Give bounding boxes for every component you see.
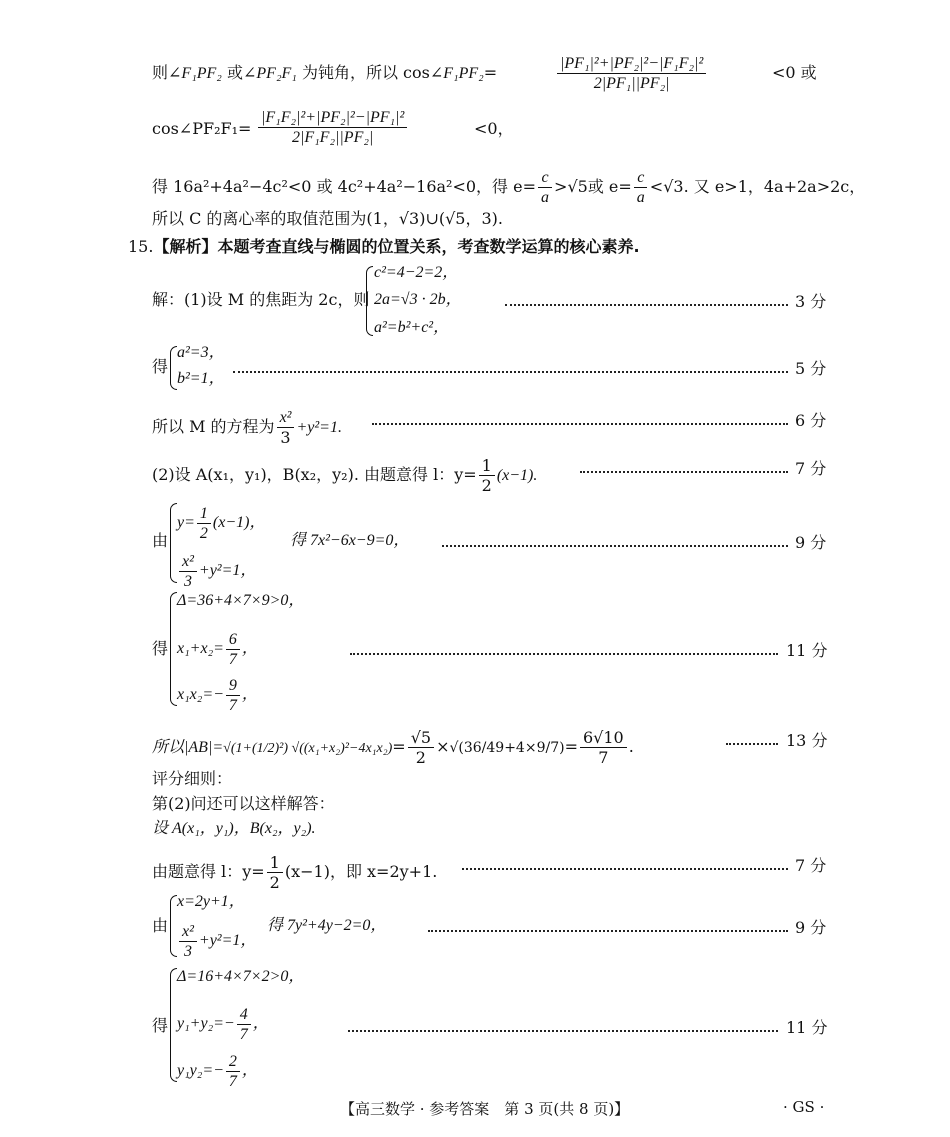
fraction-c-a <box>538 168 552 207</box>
eccentricity-range: 所以 C 的离心率的取值范围为(1，√3)∪(√5，3). <box>152 209 503 228</box>
numerator: |F₁F₂|²+|PF₂|²−|PF₁|² <box>258 108 407 128</box>
denominator: a <box>636 189 645 206</box>
brace <box>170 592 177 706</box>
brace <box>170 503 177 583</box>
text: 得 <box>152 1016 169 1035</box>
fraction-9-7 <box>226 676 240 715</box>
text: 得 16a²+4a²−4c²<0 或 4c²+4a²−16a²<0，得 e= <box>152 177 537 196</box>
text: 由题意得 l：y= <box>152 862 265 881</box>
numerator: |PF₁|²+|PF₂|²−|F₁F₂|² <box>557 54 706 74</box>
text: y₁+y₂=− <box>177 1015 235 1033</box>
text: >√5或 e= <box>554 177 632 196</box>
text: 所以 M 的方程为 <box>152 417 275 436</box>
denominator: 2 <box>269 873 280 892</box>
dot-leader <box>442 545 788 547</box>
text: × <box>436 737 450 756</box>
alt-line-l <box>152 853 437 892</box>
numerator: 1 <box>479 456 495 476</box>
text: 则∠ <box>152 63 182 82</box>
brace <box>170 346 177 390</box>
dot-leader <box>350 653 778 655</box>
numerator: 6 <box>226 630 240 650</box>
denominator: a <box>541 189 550 206</box>
text: 得 <box>152 639 169 658</box>
dot-leader <box>428 930 788 932</box>
equation: 得 7x²−6x−9=0， <box>290 532 410 549</box>
equation <box>177 552 256 591</box>
equation: y₁+y₂=− $\frac{4}{7}$ ， <box>177 1006 269 1043</box>
denominator: 7 <box>239 1026 248 1043</box>
text: 设 A(x₁，y₁)，B(x₂，y₂). <box>152 820 316 837</box>
numerator: 6√10 <box>580 728 627 748</box>
text: <√3. 又 e>1，4a+2a>2c， <box>649 177 866 196</box>
text: x₁+x₂= <box>177 640 224 658</box>
brace <box>170 895 177 957</box>
q15-header <box>128 236 640 258</box>
text: y₁y₂=− <box>177 1062 224 1080</box>
fraction-c-a <box>634 168 648 207</box>
text: 由 <box>152 531 169 550</box>
numerator: 9 <box>226 676 240 696</box>
equation <box>177 922 256 961</box>
text: +y²=1. <box>296 419 342 436</box>
footer-code: · GS · <box>783 1098 825 1116</box>
equation: x=2y+1， <box>177 893 245 910</box>
equation: y= $\frac{1}{2}$ (x−1)， <box>177 505 266 542</box>
dot-leader <box>580 471 788 473</box>
analysis-tag: 【解析】 <box>153 237 218 256</box>
numerator: c <box>538 168 551 188</box>
sqrt-expression: √(36/49+4×9/7) <box>449 740 565 756</box>
fraction-6-7 <box>226 630 240 669</box>
analysis-title: 本题考查直线与椭圆的位置关系，考查数学运算的核心素养. <box>217 237 640 256</box>
fraction-2-7 <box>226 1052 240 1091</box>
fraction-cos2 <box>258 108 407 147</box>
score: 13 分 <box>786 731 828 750</box>
equation: 得 7y²+4y−2=0， <box>267 917 387 934</box>
angle-label: F₁PF₂ <box>181 65 222 82</box>
numerator: x² <box>277 408 295 428</box>
denominator: 2 <box>415 748 426 767</box>
brace <box>366 266 373 336</box>
denominator: 7 <box>228 1073 237 1090</box>
numerator: c <box>634 168 647 188</box>
footer-page-info: 【高三数学 · 参考答案 第 3 页(共 8 页)】 <box>340 1100 630 1118</box>
denominator: 7 <box>228 651 237 668</box>
equation: y₁y₂=− $\frac{2}{7}$ ， <box>177 1053 258 1090</box>
dot-leader <box>372 423 788 425</box>
denominator: 2|F₁F₂||PF₂| <box>291 129 374 146</box>
text: x₁x₂=− <box>177 686 224 704</box>
text: = <box>392 737 406 756</box>
fraction-half <box>479 456 495 495</box>
text: 所以|AB|= <box>152 739 224 756</box>
text: +y²=1， <box>198 562 257 580</box>
denominator: 3 <box>183 943 192 960</box>
fraction-half <box>197 504 211 543</box>
score: 9 分 <box>795 533 827 552</box>
numerator: 1 <box>197 504 211 524</box>
cos-label: cos∠PF₂F₁= <box>152 119 252 138</box>
numerator: 2 <box>226 1052 240 1072</box>
denominator: 7 <box>228 697 237 714</box>
dot-leader <box>726 743 778 745</box>
equation: x₁+x₂= $\frac{6}{7}$ ， <box>177 631 258 668</box>
dot-leader <box>233 371 788 373</box>
score: 11 分 <box>786 1018 828 1037</box>
text: 由 <box>152 916 169 935</box>
alt-solution-title: 第(2)问还可以这样解答： <box>152 794 335 813</box>
sqrt-expression: √(1+(1/2)²) √((x₁+x₂)²−4x₁x₂) <box>223 741 393 756</box>
fraction-x2-3 <box>179 552 197 591</box>
score: 7 分 <box>795 459 827 478</box>
numerator: 1 <box>267 853 283 873</box>
text: +y²=1， <box>198 932 257 950</box>
fraction-x2-3 <box>179 922 197 961</box>
equation: c²=4−2=2， <box>374 264 459 281</box>
angle-label: F₁PF₂ <box>443 65 484 82</box>
equation: a²=3， <box>177 344 225 361</box>
score: 6 分 <box>795 411 827 430</box>
fraction-x2-3 <box>277 408 295 447</box>
score: 3 分 <box>795 292 827 311</box>
score: 9 分 <box>795 918 827 937</box>
score: 11 分 <box>786 641 828 660</box>
line-eccentricity <box>152 168 865 207</box>
text: (x−1)，即 x=2y+1. <box>284 862 438 881</box>
denominator: 3 <box>183 573 192 590</box>
fraction-cos1 <box>557 54 706 93</box>
brace <box>170 968 177 1082</box>
grading-title: 评分细则： <box>152 769 233 788</box>
numerator: x² <box>179 922 197 942</box>
question-number: 15. <box>128 237 154 256</box>
line-AB-length: 所以|AB|=√(1+(1/2)²) √((x₁+x₂)²−4x₁x₂)= $\frac{√5}{2}$ ×√(36/49+4×9/7)= $\frac{6√10}{7}$ . <box>152 728 634 767</box>
fraction-4-7 <box>237 1005 251 1044</box>
text: = <box>564 737 578 756</box>
text: 得 <box>152 357 169 376</box>
equation: b²=1， <box>177 370 225 387</box>
denominator: 3 <box>280 428 291 447</box>
denominator: 2 <box>481 476 492 495</box>
score: 5 分 <box>795 359 827 378</box>
text: (2)设 A(x₁，y₁)，B(x₂，y₂). 由题意得 l：y= <box>152 465 477 484</box>
denominator: 7 <box>598 748 609 767</box>
text: 为钝角，所以 cos∠ <box>301 63 444 82</box>
denominator: 2 <box>199 525 208 542</box>
score: 7 分 <box>795 856 827 875</box>
text: (x−1). <box>496 467 538 484</box>
fraction-r5-2 <box>408 728 434 767</box>
numerator: x² <box>179 552 197 572</box>
equation: Δ=16+4×7×2>0， <box>177 968 305 985</box>
fraction-half <box>267 853 283 892</box>
dot-leader <box>348 1030 778 1032</box>
step1-intro: 解：(1)设 M 的焦距为 2c，则 <box>152 290 370 309</box>
fraction-result <box>580 728 627 767</box>
dot-leader <box>505 304 788 306</box>
text: 或∠ <box>226 63 257 82</box>
text: (x−1)， <box>212 514 266 532</box>
numerator: 4 <box>237 1005 251 1025</box>
text: <0 或 <box>772 63 817 82</box>
dot-leader <box>462 868 788 870</box>
numerator: √5 <box>408 728 434 748</box>
line-set-AB <box>152 456 537 495</box>
angle-label: PF₂F₁ <box>256 65 297 82</box>
equation: x₁x₂=− $\frac{9}{7}$ ， <box>177 677 258 714</box>
equation-of-M <box>152 408 342 447</box>
equation: Δ=36+4×7×9>0， <box>177 592 305 609</box>
equation: a²=b²+c²， <box>374 319 450 336</box>
denominator: 2|PF₁||PF₂| <box>593 75 670 92</box>
line-obtuse-angle: 则∠F₁PF₂ 或∠PF₂F₁ 为钝角，所以 cos∠F₁PF₂= <box>152 63 498 82</box>
equation: 2a=√3 · 2b， <box>374 291 462 308</box>
text: <0， <box>474 119 514 138</box>
